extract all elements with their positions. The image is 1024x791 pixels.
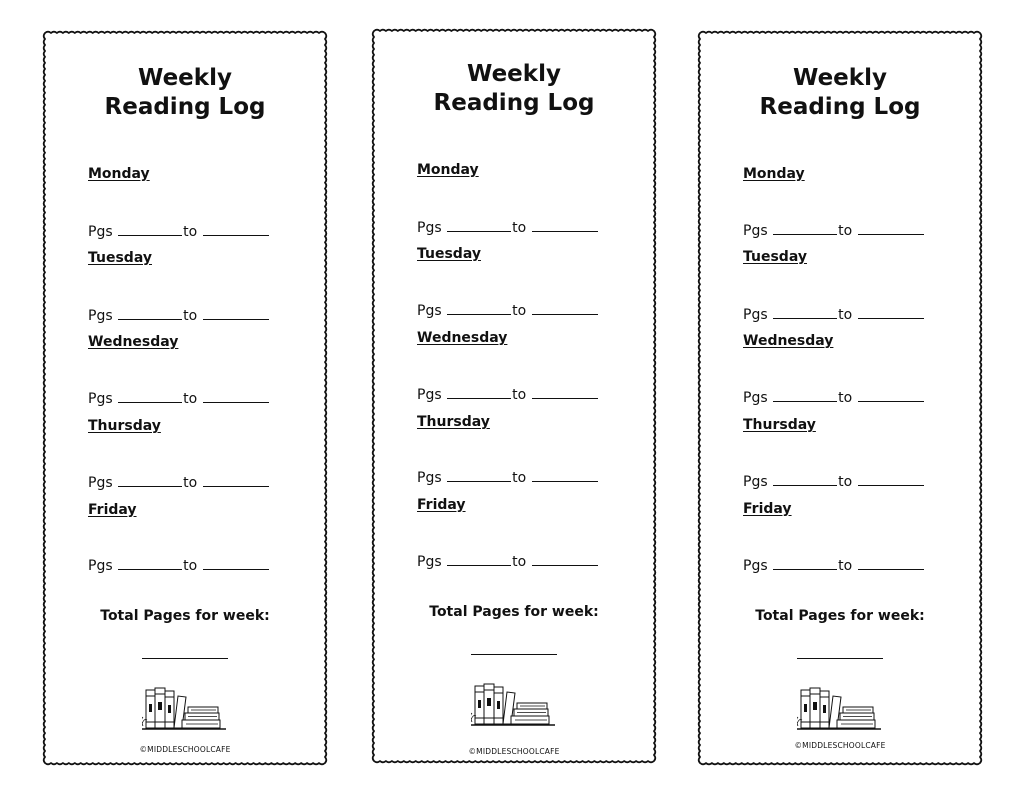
start-page-blank[interactable] <box>118 558 182 570</box>
stack-of-books-icon <box>142 684 232 732</box>
pages-row-friday <box>88 558 270 574</box>
end-page-blank[interactable] <box>203 308 269 320</box>
end-page-blank[interactable] <box>203 558 269 570</box>
total-pages-blank[interactable] <box>471 654 557 655</box>
bookmark-2 <box>369 26 659 766</box>
pages-row-thursday <box>743 474 925 490</box>
pgs-label: Pgs <box>743 390 768 406</box>
to-label: to <box>838 390 853 406</box>
pgs-label: Pgs <box>88 391 113 407</box>
day-monday: Monday <box>417 162 479 178</box>
end-page-blank[interactable] <box>203 391 269 403</box>
start-page-blank[interactable] <box>447 554 511 566</box>
pages-row-monday <box>88 224 270 240</box>
pages-row-wednesday <box>743 390 925 406</box>
title-line-1: Weekly <box>793 65 887 91</box>
stack-of-books-icon <box>797 684 887 732</box>
pages-row-tuesday <box>88 308 270 324</box>
stack-of-books-icon <box>471 680 561 728</box>
end-page-blank[interactable] <box>532 387 598 399</box>
total-pages-blank[interactable] <box>797 658 883 659</box>
pages-row-friday <box>743 558 925 574</box>
total-pages-label: Total Pages for week: <box>429 604 599 620</box>
end-page-blank[interactable] <box>532 554 598 566</box>
end-page-blank[interactable] <box>858 307 924 319</box>
start-page-blank[interactable] <box>447 220 511 232</box>
pgs-label: Pgs <box>743 558 768 574</box>
end-page-blank[interactable] <box>203 475 269 487</box>
to-label: to <box>512 303 527 319</box>
end-page-blank[interactable] <box>858 390 924 402</box>
day-wednesday: Wednesday <box>743 333 834 349</box>
end-page-blank[interactable] <box>203 224 269 236</box>
pgs-label: Pgs <box>743 474 768 490</box>
copyright-text: ©MIDDLESCHOOLCAFE <box>139 745 231 754</box>
start-page-blank[interactable] <box>773 390 837 402</box>
title-line-2: Reading Log <box>433 90 595 116</box>
start-page-blank[interactable] <box>118 308 182 320</box>
pgs-label: Pgs <box>88 558 113 574</box>
day-wednesday: Wednesday <box>88 334 179 350</box>
day-thursday: Thursday <box>743 417 816 433</box>
bookmark-title <box>695 64 985 122</box>
end-page-blank[interactable] <box>858 223 924 235</box>
end-page-blank[interactable] <box>532 220 598 232</box>
to-label: to <box>512 554 527 570</box>
to-label: to <box>512 220 527 236</box>
pgs-label: Pgs <box>88 308 113 324</box>
to-label: to <box>512 387 527 403</box>
pages-row-monday <box>743 223 925 239</box>
title-line-2: Reading Log <box>104 94 266 120</box>
end-page-blank[interactable] <box>532 303 598 315</box>
copyright-text: ©MIDDLESCHOOLCAFE <box>468 747 560 756</box>
start-page-blank[interactable] <box>773 223 837 235</box>
end-page-blank[interactable] <box>532 470 598 482</box>
pages-row-thursday <box>417 470 599 486</box>
day-friday: Friday <box>88 502 137 518</box>
pages-row-wednesday <box>417 387 599 403</box>
to-label: to <box>183 475 198 491</box>
pages-row-tuesday <box>417 303 599 319</box>
day-monday: Monday <box>743 166 805 182</box>
title-line-2: Reading Log <box>759 94 921 120</box>
day-wednesday: Wednesday <box>417 330 508 346</box>
pgs-label: Pgs <box>417 303 442 319</box>
pgs-label: Pgs <box>417 470 442 486</box>
pgs-label: Pgs <box>417 554 442 570</box>
day-thursday: Thursday <box>417 414 490 430</box>
start-page-blank[interactable] <box>773 474 837 486</box>
start-page-blank[interactable] <box>118 475 182 487</box>
pgs-label: Pgs <box>88 475 113 491</box>
total-pages-label: Total Pages for week: <box>755 608 925 624</box>
start-page-blank[interactable] <box>118 224 182 236</box>
start-page-blank[interactable] <box>118 391 182 403</box>
start-page-blank[interactable] <box>447 470 511 482</box>
pages-row-tuesday <box>743 307 925 323</box>
start-page-blank[interactable] <box>447 303 511 315</box>
title-line-1: Weekly <box>138 65 232 91</box>
to-label: to <box>838 223 853 239</box>
day-tuesday: Tuesday <box>417 246 481 262</box>
to-label: to <box>183 558 198 574</box>
pgs-label: Pgs <box>417 387 442 403</box>
pgs-label: Pgs <box>743 223 768 239</box>
day-friday: Friday <box>417 497 466 513</box>
pgs-label: Pgs <box>743 307 768 323</box>
start-page-blank[interactable] <box>773 307 837 319</box>
to-label: to <box>183 308 198 324</box>
end-page-blank[interactable] <box>858 474 924 486</box>
bookmark-title <box>369 60 659 118</box>
bookmark-3 <box>695 28 985 768</box>
to-label: to <box>512 470 527 486</box>
pgs-label: Pgs <box>88 224 113 240</box>
bookmark-1 <box>40 28 330 768</box>
total-pages-blank[interactable] <box>142 658 228 659</box>
end-page-blank[interactable] <box>858 558 924 570</box>
day-friday: Friday <box>743 501 792 517</box>
day-monday: Monday <box>88 166 150 182</box>
day-tuesday: Tuesday <box>743 249 807 265</box>
to-label: to <box>838 307 853 323</box>
copyright-text: ©MIDDLESCHOOLCAFE <box>794 741 886 750</box>
to-label: to <box>838 474 853 490</box>
day-thursday: Thursday <box>88 418 161 434</box>
pages-row-friday <box>417 554 599 570</box>
start-page-blank[interactable] <box>773 558 837 570</box>
total-pages-label: Total Pages for week: <box>100 608 270 624</box>
to-label: to <box>183 391 198 407</box>
to-label: to <box>838 558 853 574</box>
pgs-label: Pgs <box>417 220 442 236</box>
pages-row-wednesday <box>88 391 270 407</box>
bookmark-title <box>40 64 330 122</box>
title-line-1: Weekly <box>467 61 561 87</box>
pages-row-monday <box>417 220 599 236</box>
start-page-blank[interactable] <box>447 387 511 399</box>
day-tuesday: Tuesday <box>88 250 152 266</box>
pages-row-thursday <box>88 475 270 491</box>
to-label: to <box>183 224 198 240</box>
